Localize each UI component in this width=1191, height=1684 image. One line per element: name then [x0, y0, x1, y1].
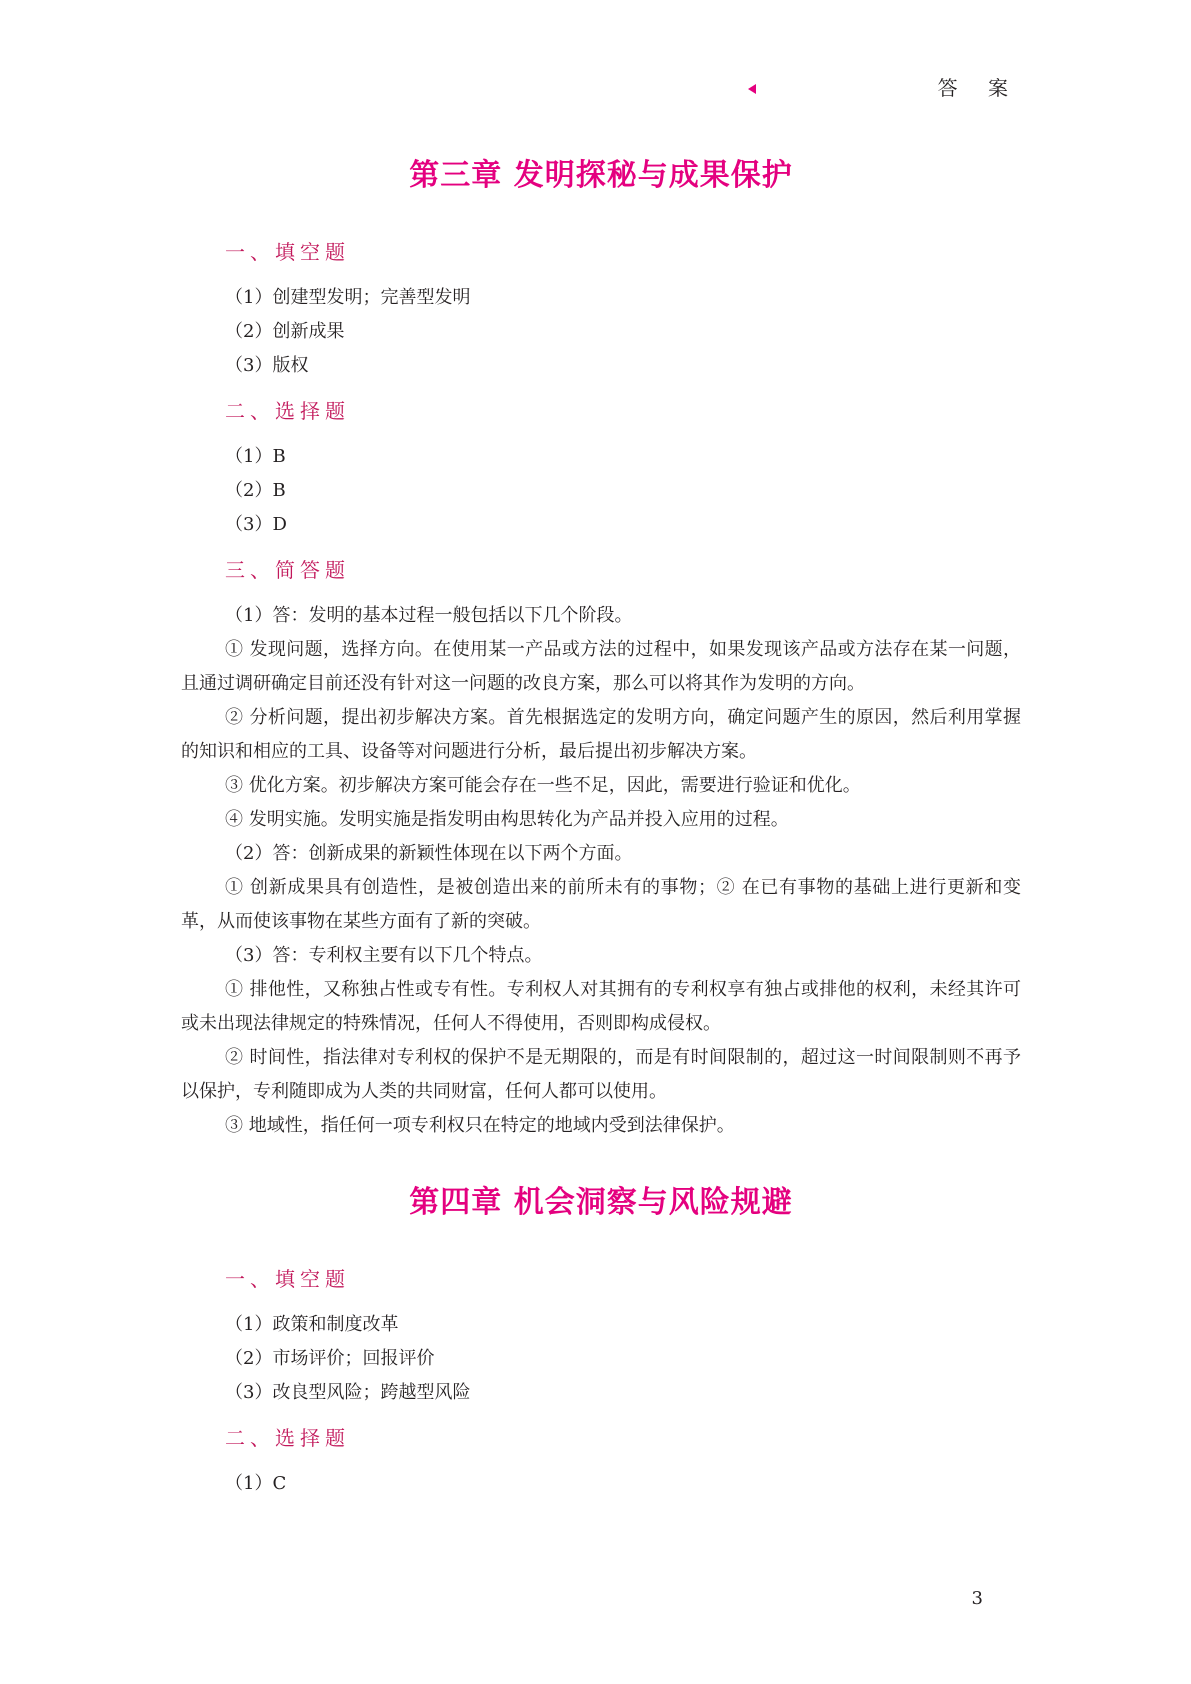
section-heading: 一、填空题 [225, 1267, 350, 1291]
answer-paragraph: ① 创新成果具有创造性，是被创造出来的前所未有的事物；② 在已有事物的基础上进行更新和变革，从而使该事物在某些方面有了新的突破。 [181, 877, 1021, 932]
triangle-marker-icon [748, 84, 756, 94]
ch3-short-answer-section [181, 554, 1021, 1143]
answer-paragraph: ① 排他性，又称独占性或专有性。专利权人对其拥有的专利权享有独占或排他的权利，未经其许可或未出现法律规定的特殊情况，任何人不得使用，否则即构成侵权。 [181, 979, 1021, 1034]
ch3-fill-blank-section [181, 236, 1021, 383]
answer-line: （2）创新成果 [225, 321, 345, 342]
page-content [181, 150, 1021, 1513]
answer-line: （1）政策和制度改革 [225, 1314, 399, 1335]
chapter-3-title: 第三章 发明探秘与成果保护 [409, 158, 793, 193]
answer-line: （2）B [225, 480, 286, 501]
page-number: 3 [971, 1588, 983, 1609]
ch3-choice-section [181, 395, 1021, 542]
ch4-choice-section [181, 1422, 1021, 1501]
chapter-4-title: 第四章 机会洞察与风险规避 [409, 1185, 793, 1220]
answer-paragraph: ② 时间性，指法律对专利权的保护不是无期限的，而是有时间限制的，超过这一时间限制则不再予以保护，专利随即成为人类的共同财富，任何人都可以使用。 [181, 1047, 1021, 1102]
answer-paragraph: ④ 发明实施。发明实施是指发明由构思转化为产品并投入应用的过程。 [225, 809, 789, 830]
answer-paragraph: ② 分析问题，提出初步解决方案。首先根据选定的发明方向，确定问题产生的原因，然后利用掌握的知识和相应的工具、设备等对问题进行分析，最后提出初步解决方案。 [181, 707, 1021, 762]
section-heading: 一、填空题 [225, 240, 350, 264]
section-heading: 三、简答题 [225, 558, 350, 582]
answer-paragraph: ③ 地域性，指任何一项专利权只在特定的地域内受到法律保护。 [225, 1115, 735, 1136]
answer-paragraph: ① 发现问题，选择方向。在使用某一产品或方法的过程中，如果发现该产品或方法存在某一问题，且通过调研确定目前还没有针对这一问题的改良方案，那么可以将其作为发明的方向。 [181, 639, 1021, 694]
header-label: 答 案 [937, 76, 1020, 100]
answer-line: （1）C [225, 1473, 287, 1494]
section-heading: 二、选择题 [225, 399, 350, 423]
answer-line: （1）B [225, 446, 286, 467]
page-header [700, 72, 1020, 102]
answer-line: （3）版权 [225, 355, 309, 376]
answer-line: （1）创建型发明；完善型发明 [225, 287, 471, 308]
answer-paragraph: （3）答：专利权主要有以下几个特点。 [225, 945, 543, 966]
ch4-fill-blank-section [181, 1263, 1021, 1410]
answer-line: （2）市场评价；回报评价 [225, 1348, 435, 1369]
answer-line: （3）改良型风险；跨越型风险 [225, 1382, 471, 1403]
answer-paragraph: （2）答：创新成果的新颖性体现在以下两个方面。 [225, 843, 633, 864]
answer-line: （3）D [225, 514, 287, 535]
answer-paragraph: ③ 优化方案。初步解决方案可能会存在一些不足，因此，需要进行验证和优化。 [225, 775, 861, 796]
answer-paragraph: （1）答：发明的基本过程一般包括以下几个阶段。 [225, 605, 633, 626]
section-heading: 二、选择题 [225, 1426, 350, 1450]
